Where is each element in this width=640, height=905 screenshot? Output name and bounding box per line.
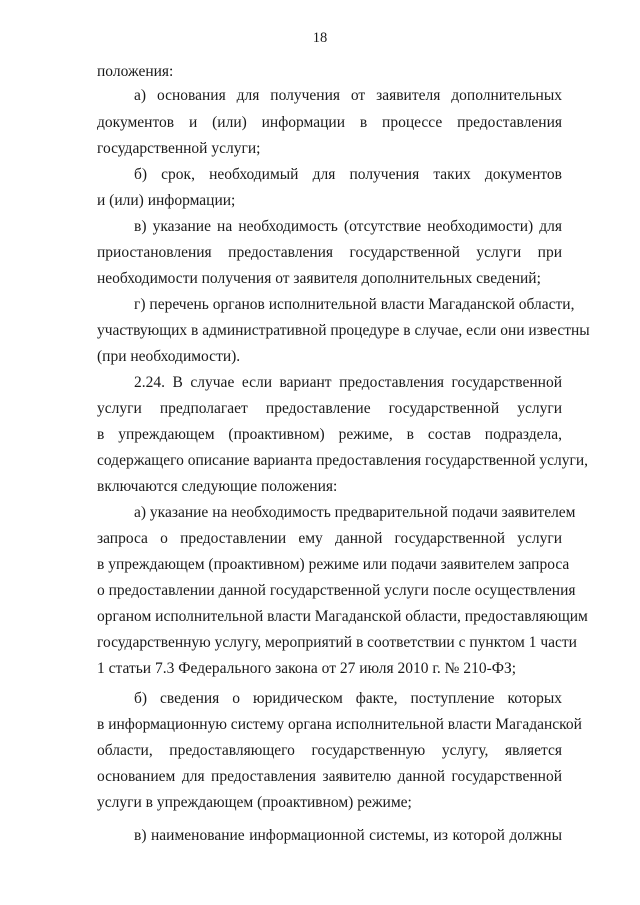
text-line: содержащего описание варианта предоставления государственной услуги, bbox=[97, 452, 589, 469]
text-line: а) указание на необходимость предварительной подачи заявителем bbox=[134, 504, 576, 521]
text-line: г) перечень органов исполнительной власти Магаданской области, bbox=[134, 296, 575, 313]
text-line: б) срок, необходимый для получения таких документов bbox=[134, 166, 562, 183]
text-line: необходимости получения от заявителя дополнительных сведений; bbox=[97, 270, 541, 287]
text-line: в информационную систему органа исполнительной власти Магаданской bbox=[97, 716, 582, 733]
text-line: органом исполнительной власти Магаданской области, предоставляющим bbox=[97, 608, 588, 625]
text-line: (при необходимости). bbox=[97, 348, 241, 365]
text-line: о предоставлении данной государственной услуги после осуществления bbox=[97, 582, 576, 599]
text-line: в) указание на необходимость (отсутствие необходимости) для bbox=[134, 218, 562, 235]
text-line: участвующих в административной процедуре в случае, если они известны bbox=[97, 322, 590, 339]
text-line: и (или) информации; bbox=[97, 192, 236, 209]
text-line: государственную услугу, мероприятий в соответствии с пунктом 1 части bbox=[97, 634, 577, 651]
text-line: области, предоставляющего государственную услугу, является bbox=[97, 742, 562, 759]
text-line: в) наименование информационной системы, из которой должны bbox=[134, 827, 562, 844]
text-line: основанием для предоставления заявителю данной государственной bbox=[97, 768, 562, 785]
text-line: в упреждающем (проактивном) режиме или подачи заявителем запроса bbox=[97, 556, 570, 573]
text-line: запроса о предоставлении ему данной государственной услуги bbox=[97, 530, 562, 547]
text-line: услуги в упреждающем (проактивном) режиме; bbox=[97, 794, 412, 811]
page-number: 18 bbox=[312, 30, 328, 46]
text-line: включаются следующие положения: bbox=[97, 478, 338, 495]
text-line: а) основания для получения от заявителя дополнительных bbox=[134, 87, 562, 104]
text-line: приостановления предоставления государственной услуги при bbox=[97, 244, 562, 261]
text-line: в упреждающем (проактивном) режиме, в состав подраздела, bbox=[97, 426, 562, 443]
text-line: документов и (или) информации в процессе предоставления bbox=[97, 114, 562, 131]
text-line: 1 статьи 7.3 Федерального закона от 27 июля 2010 г. № 210-ФЗ; bbox=[97, 660, 517, 677]
text-line: 2.24. В случае если вариант предоставления государственной bbox=[134, 374, 562, 391]
text-line: услуги предполагает предоставление государственной услуги bbox=[97, 400, 562, 417]
text-line: б) сведения о юридическом факте, поступление которых bbox=[134, 690, 562, 707]
text-line: положения: bbox=[97, 63, 174, 80]
text-line: государственной услуги; bbox=[97, 140, 261, 157]
